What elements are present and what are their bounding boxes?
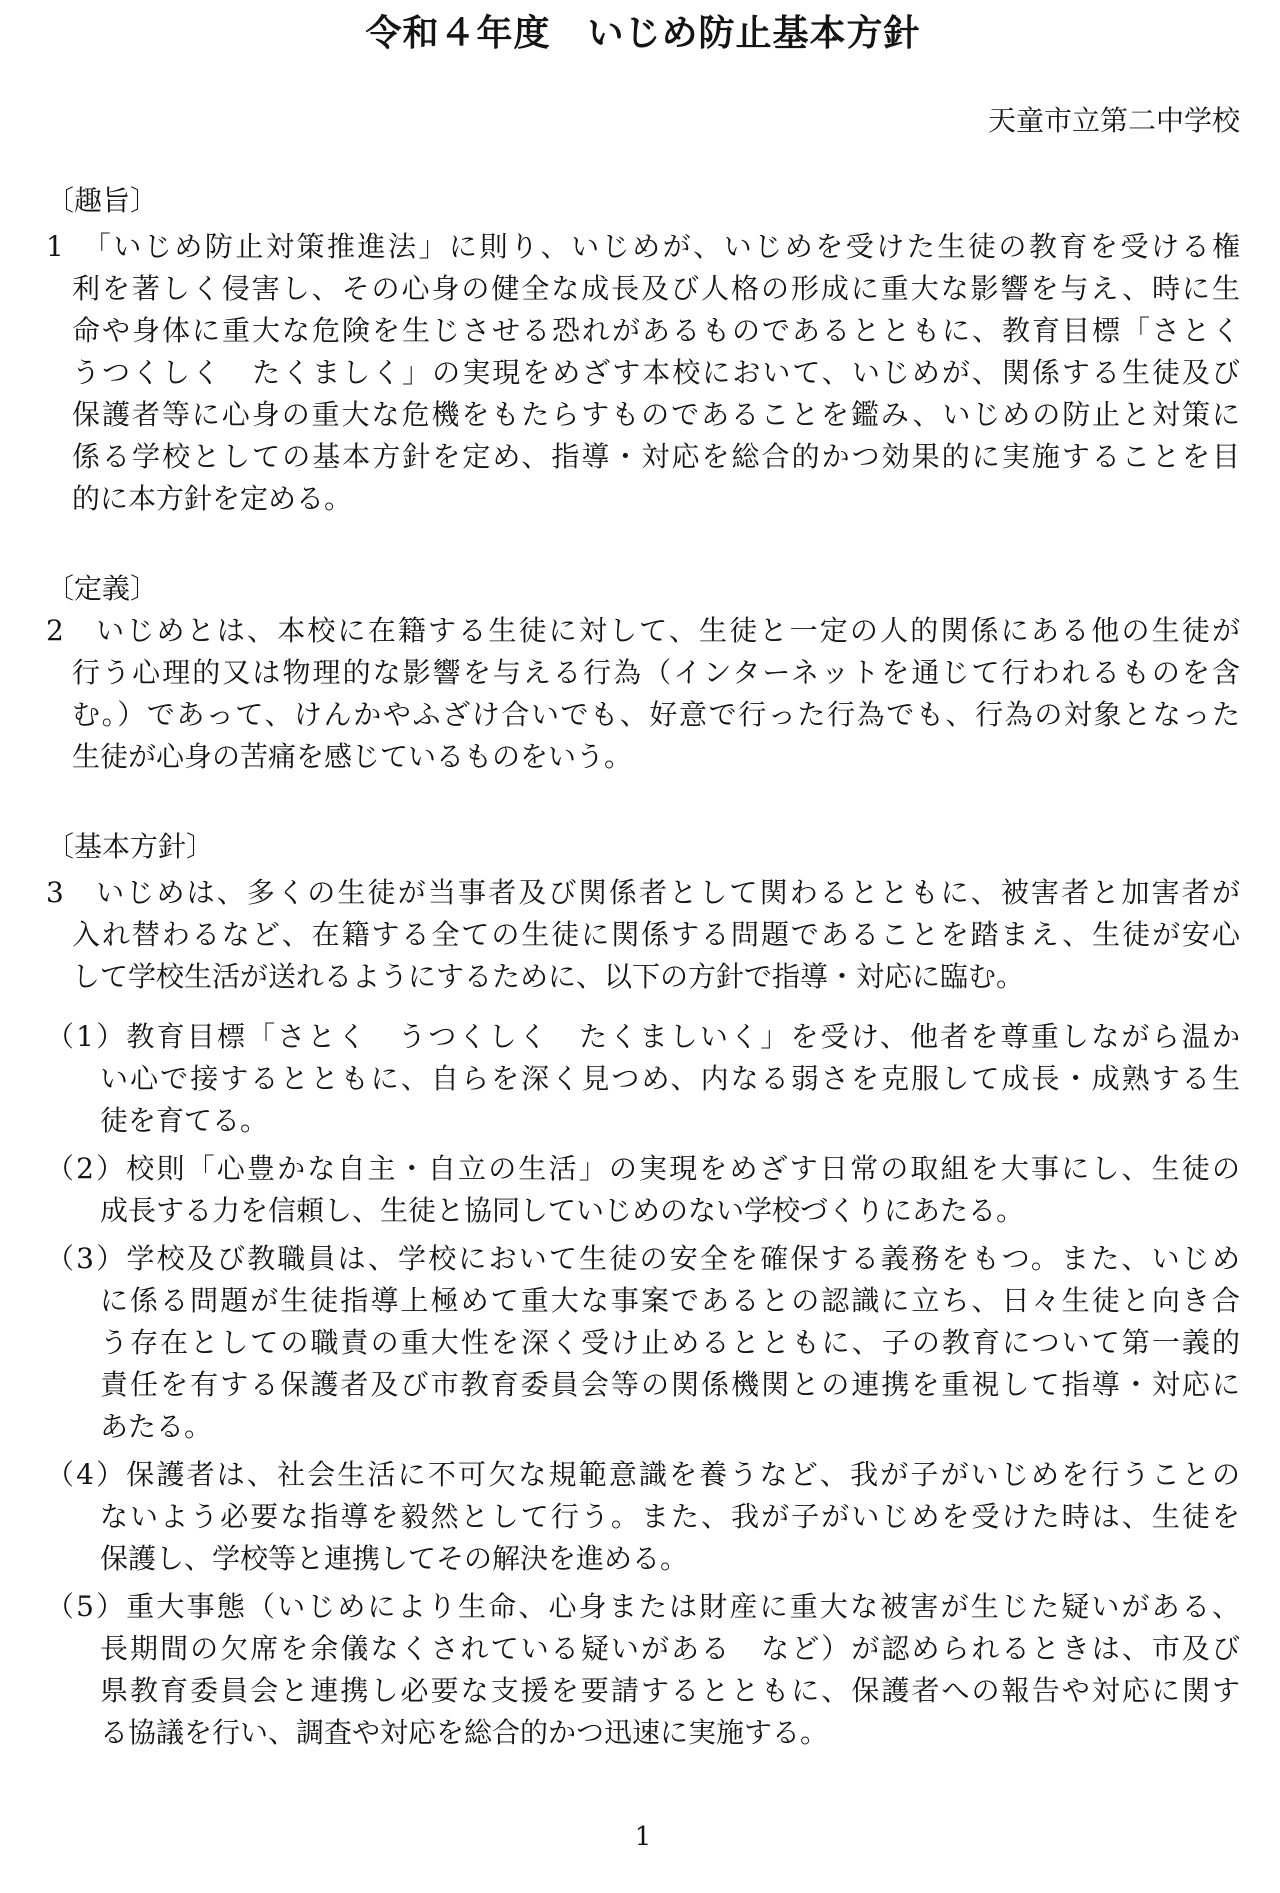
section-definition — [46, 568, 1240, 778]
text-line: （3）学校及び教職員は、学校において生徒の安全を確保する義務をもつ。また、いじめ — [46, 1242, 1240, 1275]
text-line: 生徒が心身の苦痛を感じているものをいう。 — [72, 740, 633, 773]
section-header: 〔定義〕 — [46, 572, 159, 605]
policy-item-4 — [46, 1454, 1240, 1580]
section-basic-policy — [46, 826, 1240, 1754]
paragraph — [46, 872, 1240, 998]
section-purpose — [46, 180, 1240, 520]
text-line: うつくしく たくましく」の実現をめざす本校において、いじめが、関係する生徒及び — [72, 356, 1240, 389]
text-line: ないよう必要な指導を毅然として行う。また、我が子がいじめを受けた時は、生徒を — [100, 1500, 1240, 1533]
text-line: 行う心理的又は物理的な影響を与える行為（インターネットを通じて行われるものを含 — [72, 656, 1240, 689]
text-line: （1）教育目標「さとく うつくしく たくましいく」を受け、他者を尊重しながら温か — [46, 1020, 1240, 1053]
policy-item-2 — [46, 1148, 1240, 1232]
text-line: （2）校則「心豊かな自主・自立の生活」の実現をめざす日常の取組を大事にし、生徒の — [46, 1152, 1240, 1185]
text-line: 保護し、学校等と連携してその解決を進める。 — [100, 1542, 689, 1575]
document-page — [46, 0, 1240, 1858]
text-line: 徒を育てる。 — [100, 1104, 269, 1137]
text-line: （4）保護者は、社会生活に不可欠な規範意識を養うなど、我が子がいじめを行うことの — [46, 1458, 1240, 1491]
policy-item-3 — [46, 1238, 1240, 1448]
text-line: 県教育委員会と連携し必要な支援を要請するとともに、保護者への報告や対応に関す — [100, 1674, 1240, 1707]
policy-item-5 — [46, 1586, 1240, 1754]
text-line: 3 いじめは、多くの生徒が当事者及び関係者として関わるとともに、被害者と加害者が — [46, 876, 1240, 909]
text-line: 2 いじめとは、本校に在籍する生徒に対して、生徒と一定の人的関係にある他の生徒が — [46, 614, 1240, 647]
text-line: 命や身体に重大な危険を生じさせる恐れがあるものであるとともに、教育目標「さとく — [72, 314, 1240, 347]
text-line: う存在としての職責の重大性を深く受け止めるとともに、子の教育について第一義的 — [100, 1326, 1240, 1359]
paragraph — [46, 226, 1240, 520]
text-line: る協議を行い、調査や対応を総合的かつ迅速に実施する。 — [100, 1716, 829, 1749]
policy-item-1 — [46, 1016, 1240, 1142]
text-line: 責任を有する保護者及び市教育委員会等の関係機関との連携を重視して指導・対応に — [100, 1368, 1240, 1401]
text-line: 入れ替わるなど、在籍する全ての生徒に関係する問題であることを踏まえ、生徒が安心 — [72, 918, 1240, 951]
text-line: 係る学校としての基本方針を定め、指導・対応を総合的かつ効果的に実施することを目 — [72, 440, 1240, 473]
text-line: あたる。 — [100, 1410, 213, 1443]
section-header: 〔趣旨〕 — [46, 184, 159, 217]
text-line: い心で接するとともに、自らを深く見つめ、内なる弱さを克服して成長・成熟する生 — [100, 1062, 1240, 1095]
page-number: 1 — [634, 1822, 652, 1852]
text-line: （5）重大事態（いじめにより生命、心身または財産に重大な被害が生じた疑いがある、 — [46, 1590, 1240, 1623]
school-name: 天童市立第二中学校 — [987, 104, 1240, 137]
section-header: 〔基本方針〕 — [46, 830, 215, 863]
text-line: 利を著しく侵害し、その心身の健全な成長及び人格の形成に重大な影響を与え、時に生 — [72, 272, 1240, 305]
text-line: む。）であって、けんかやふざけ合いでも、好意で行った行為でも、行為の対象となった — [72, 698, 1240, 731]
text-line: 長期間の欠席を余儀なくされている疑いがある など）が認められるときは、市及び — [100, 1632, 1240, 1665]
text-line: 成長する力を信頼し、生徒と協同していじめのない学校づくりにあたる。 — [100, 1194, 1025, 1227]
document-title: 令和４年度 いじめ防止基本方針 — [365, 13, 921, 54]
text-line: して学校生活が送れるようにするために、以下の方針で指導・対応に臨む。 — [72, 960, 1025, 993]
text-line: 1 「いじめ防止対策推進法」に則り、いじめが、いじめを受けた生徒の教育を受ける権 — [46, 230, 1240, 263]
paragraph — [46, 610, 1240, 778]
text-line: 保護者等に心身の重大な危機をもたらすものであることを鑑み、いじめの防止と対策に — [72, 398, 1240, 431]
text-line: 的に本方針を定める。 — [72, 482, 353, 515]
text-line: に係る問題が生徒指導上極めて重大な事案であるとの認識に立ち、日々生徒と向き合 — [100, 1284, 1240, 1317]
